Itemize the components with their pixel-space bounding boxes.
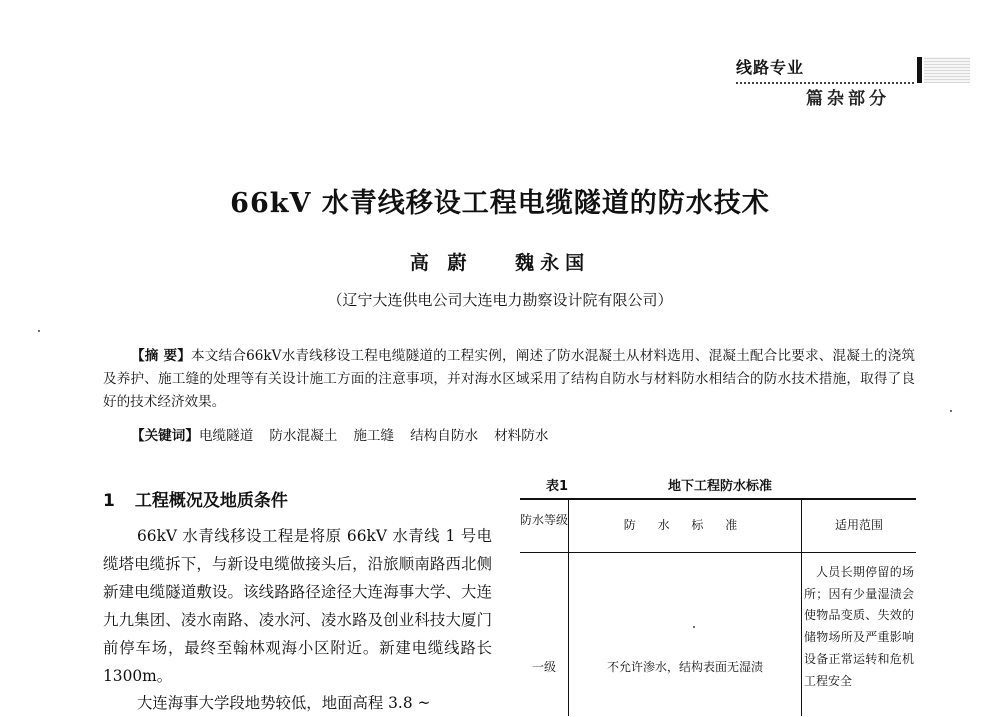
keyword: 施工缝	[353, 428, 395, 444]
keyword: 结构自防水	[410, 428, 479, 444]
abstract-text: 本文结合66kV水青线移设工程电缆隧道的工程实例，阐述了防水混凝土从材料选用、混凝土配合比要求、混凝土的浇筑及养护、施工缝的处理等有关设计施工方面的注意事项，并对海水区域采用了结构自防水与材料防水相结合的防水技术措施，取得了良好的技术经济效果。	[103, 348, 915, 410]
table-header-rule	[520, 552, 916, 553]
header-bar-decoration	[917, 57, 922, 83]
header-hatched-block	[924, 57, 970, 83]
table-label: 表1	[546, 479, 569, 494]
keywords-label: 【关键词】	[131, 428, 199, 444]
author-1: 高 蔚	[409, 252, 473, 274]
section-heading	[103, 486, 288, 511]
section-number: 1	[103, 491, 115, 511]
table-cell-grade: 一级	[531, 660, 556, 674]
body-paragraph: 大连海事大学段地势较低，地面高程 3.8 ~	[137, 694, 431, 712]
table-title: 地下工程防水标准	[667, 479, 772, 494]
running-header-series: 篇杂部分	[806, 89, 890, 109]
table-header-grade: 防水等级	[520, 513, 569, 527]
scan-speck	[950, 410, 952, 412]
body-paragraph: 66kV 水青线移设工程是将原 66kV 水青线 1 号电缆塔电缆拆下，与新设电缆做接头后，沿旅顺南路西北侧新建电缆隧道敷设。该线路路径途径大连海事大学、大连九九集团、凌水南路、凌水河、凌水路及创业科技大厦门前停车场，最终至翰林观海小区附近。新建电缆线路长 1300m。	[103, 527, 492, 685]
keyword: 材料防水	[494, 428, 549, 444]
scan-speck	[693, 626, 695, 628]
running-header-section: 线路专业	[736, 58, 805, 77]
table-cell-standard: 不允许渗水，结构表面无湿渍	[606, 660, 763, 674]
table-cell-scope: 人员长期停留的场所；因有少量湿渍会使物品变质、失效的储物场所及严重影响设备正常运转和危机工程安全	[804, 565, 914, 688]
keywords	[131, 424, 564, 444]
keyword: 电缆隧道	[198, 428, 254, 444]
keyword: 防水混凝土	[269, 428, 338, 444]
table-header-scope: 适用范围	[834, 518, 883, 532]
affiliation: （辽宁大连供电公司大连电力勘察设计院有限公司）	[327, 291, 673, 309]
scan-speck	[38, 330, 40, 332]
abstract	[103, 345, 915, 414]
table-top-rule	[520, 498, 916, 500]
section-title: 工程概况及地质条件	[134, 491, 288, 511]
table-header-standard: 防 水 标 准	[623, 518, 747, 532]
author-list	[0, 248, 1000, 275]
article-title: 66kV 水青线移设工程电缆隧道的防水技术	[230, 188, 770, 219]
abstract-label: 【摘 要】	[131, 348, 192, 364]
author-2: 魏永国	[515, 252, 591, 274]
